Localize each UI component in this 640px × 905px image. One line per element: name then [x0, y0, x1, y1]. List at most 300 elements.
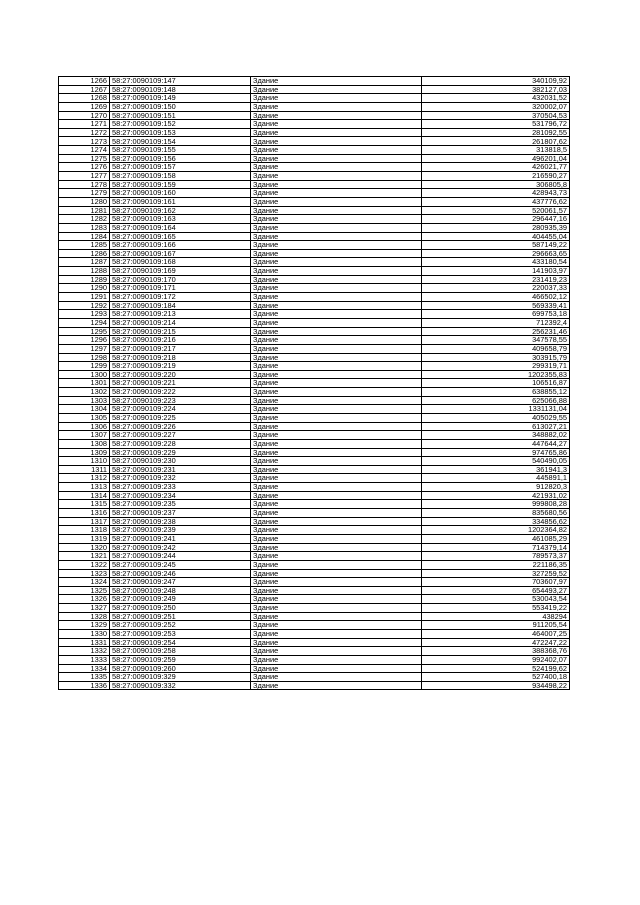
cadastral-value-cell: 320002,07 — [422, 102, 570, 111]
row-number-cell: 1315 — [59, 500, 110, 509]
cadastral-value-cell: 303915,79 — [422, 353, 570, 362]
cadastral-value-cell: 334856,62 — [422, 517, 570, 526]
table-row — [59, 206, 570, 215]
object-type-cell: Здание — [251, 638, 422, 647]
cadastral-number-cell: 58:27:0090109:234 — [110, 491, 251, 500]
cadastral-number-cell: 58:27:0090109:248 — [110, 586, 251, 595]
table-row — [59, 310, 570, 319]
table-row — [59, 180, 570, 189]
object-type-cell: Здание — [251, 189, 422, 198]
row-number-cell: 1282 — [59, 215, 110, 224]
cadastral-number-cell: 58:27:0090109:252 — [110, 621, 251, 630]
table-row — [59, 344, 570, 353]
row-number-cell: 1308 — [59, 439, 110, 448]
cadastral-number-cell: 58:27:0090109:147 — [110, 77, 251, 86]
cadastral-value-cell: 527400,18 — [422, 673, 570, 682]
table-row — [59, 630, 570, 639]
data-table — [58, 76, 570, 690]
row-number-cell: 1276 — [59, 163, 110, 172]
cadastral-value-cell: 280935,39 — [422, 223, 570, 232]
row-number-cell: 1284 — [59, 232, 110, 241]
table-row — [59, 293, 570, 302]
table-row — [59, 595, 570, 604]
table-row — [59, 111, 570, 120]
object-type-cell: Здание — [251, 275, 422, 284]
object-type-cell: Здание — [251, 586, 422, 595]
object-type-cell: Здание — [251, 310, 422, 319]
table-row — [59, 664, 570, 673]
row-number-cell: 1310 — [59, 457, 110, 466]
cadastral-value-cell: 299319,71 — [422, 362, 570, 371]
cadastral-value-cell: 141903,97 — [422, 267, 570, 276]
table-row — [59, 275, 570, 284]
cadastral-value-cell: 426021,77 — [422, 163, 570, 172]
cadastral-value-cell: 221186,35 — [422, 560, 570, 569]
table-row — [59, 647, 570, 656]
object-type-cell: Здание — [251, 154, 422, 163]
row-number-cell: 1304 — [59, 405, 110, 414]
row-number-cell: 1325 — [59, 586, 110, 595]
object-type-cell: Здание — [251, 258, 422, 267]
object-type-cell: Здание — [251, 396, 422, 405]
cadastral-value-cell: 348882,02 — [422, 431, 570, 440]
row-number-cell: 1290 — [59, 284, 110, 293]
object-type-cell: Здание — [251, 102, 422, 111]
cadastral-value-cell: 216590,27 — [422, 172, 570, 181]
table-row — [59, 267, 570, 276]
row-number-cell: 1311 — [59, 465, 110, 474]
cadastral-number-cell: 58:27:0090109:233 — [110, 483, 251, 492]
cadastral-number-cell: 58:27:0090109:249 — [110, 595, 251, 604]
cadastral-number-cell: 58:27:0090109:237 — [110, 509, 251, 518]
cadastral-number-cell: 58:27:0090109:215 — [110, 327, 251, 336]
cadastral-value-cell: 106516,87 — [422, 379, 570, 388]
cadastral-value-cell: 520061,57 — [422, 206, 570, 215]
cadastral-number-cell: 58:27:0090109:239 — [110, 526, 251, 535]
cadastral-number-cell: 58:27:0090109:229 — [110, 448, 251, 457]
row-number-cell: 1278 — [59, 180, 110, 189]
cadastral-value-cell: 327259,52 — [422, 569, 570, 578]
cadastral-number-cell: 58:27:0090109:219 — [110, 362, 251, 371]
cadastral-number-cell: 58:27:0090109:168 — [110, 258, 251, 267]
row-number-cell: 1279 — [59, 189, 110, 198]
object-type-cell: Здание — [251, 267, 422, 276]
cadastral-value-cell: 409658,79 — [422, 344, 570, 353]
cadastral-number-cell: 58:27:0090109:184 — [110, 301, 251, 310]
cadastral-value-cell: 587149,22 — [422, 241, 570, 250]
row-number-cell: 1319 — [59, 534, 110, 543]
row-number-cell: 1321 — [59, 552, 110, 561]
table-row — [59, 431, 570, 440]
cadastral-value-cell: 428943,73 — [422, 189, 570, 198]
row-number-cell: 1285 — [59, 241, 110, 250]
cadastral-number-cell: 58:27:0090109:259 — [110, 655, 251, 664]
cadastral-number-cell: 58:27:0090109:164 — [110, 223, 251, 232]
cadastral-value-cell: 261807,62 — [422, 137, 570, 146]
object-type-cell: Здание — [251, 526, 422, 535]
object-type-cell: Здание — [251, 388, 422, 397]
cadastral-number-cell: 58:27:0090109:247 — [110, 578, 251, 587]
cadastral-number-cell: 58:27:0090109:230 — [110, 457, 251, 466]
row-number-cell: 1313 — [59, 483, 110, 492]
table-row — [59, 353, 570, 362]
cadastral-number-cell: 58:27:0090109:153 — [110, 128, 251, 137]
row-number-cell: 1296 — [59, 336, 110, 345]
cadastral-value-cell: 625066,88 — [422, 396, 570, 405]
object-type-cell: Здание — [251, 405, 422, 414]
cadastral-number-cell: 58:27:0090109:227 — [110, 431, 251, 440]
cadastral-value-cell: 934498,22 — [422, 681, 570, 690]
table-row — [59, 318, 570, 327]
row-number-cell: 1300 — [59, 370, 110, 379]
cadastral-value-cell: 347578,55 — [422, 336, 570, 345]
cadastral-value-cell: 306805,8 — [422, 180, 570, 189]
cadastral-value-cell: 530043,54 — [422, 595, 570, 604]
table-row — [59, 474, 570, 483]
table-row — [59, 120, 570, 129]
row-number-cell: 1277 — [59, 172, 110, 181]
object-type-cell: Здание — [251, 655, 422, 664]
cadastral-value-cell: 524199,62 — [422, 664, 570, 673]
table-row — [59, 249, 570, 258]
row-number-cell: 1302 — [59, 388, 110, 397]
object-type-cell: Здание — [251, 681, 422, 690]
table-row — [59, 197, 570, 206]
object-type-cell: Здание — [251, 197, 422, 206]
cadastral-value-cell: 911205,54 — [422, 621, 570, 630]
object-type-cell: Здание — [251, 232, 422, 241]
row-number-cell: 1331 — [59, 638, 110, 647]
row-number-cell: 1320 — [59, 543, 110, 552]
row-number-cell: 1274 — [59, 146, 110, 155]
cadastral-value-cell: 361941,3 — [422, 465, 570, 474]
object-type-cell: Здание — [251, 163, 422, 172]
cadastral-number-cell: 58:27:0090109:223 — [110, 396, 251, 405]
table-row — [59, 172, 570, 181]
object-type-cell: Здание — [251, 94, 422, 103]
object-type-cell: Здание — [251, 552, 422, 561]
cadastral-value-cell: 405029,55 — [422, 413, 570, 422]
table-row — [59, 215, 570, 224]
cadastral-value-cell: 1331131,04 — [422, 405, 570, 414]
object-type-cell: Здание — [251, 77, 422, 86]
table-row — [59, 439, 570, 448]
object-type-cell: Здание — [251, 223, 422, 232]
cadastral-value-cell: 540490,05 — [422, 457, 570, 466]
row-number-cell: 1332 — [59, 647, 110, 656]
table-row — [59, 137, 570, 146]
row-number-cell: 1293 — [59, 310, 110, 319]
row-number-cell: 1317 — [59, 517, 110, 526]
object-type-cell: Здание — [251, 180, 422, 189]
row-number-cell: 1328 — [59, 612, 110, 621]
object-type-cell: Здание — [251, 543, 422, 552]
table-row — [59, 301, 570, 310]
cadastral-number-cell: 58:27:0090109:161 — [110, 197, 251, 206]
object-type-cell: Здание — [251, 301, 422, 310]
cadastral-value-cell: 974765,86 — [422, 448, 570, 457]
table-row — [59, 362, 570, 371]
cadastral-number-cell: 58:27:0090109:222 — [110, 388, 251, 397]
table-row — [59, 85, 570, 94]
row-number-cell: 1305 — [59, 413, 110, 422]
table-row — [59, 543, 570, 552]
row-number-cell: 1267 — [59, 85, 110, 94]
row-number-cell: 1329 — [59, 621, 110, 630]
table-row — [59, 327, 570, 336]
table-row — [59, 94, 570, 103]
cadastral-number-cell: 58:27:0090109:242 — [110, 543, 251, 552]
cadastral-number-cell: 58:27:0090109:213 — [110, 310, 251, 319]
row-number-cell: 1322 — [59, 560, 110, 569]
cadastral-number-cell: 58:27:0090109:148 — [110, 85, 251, 94]
row-number-cell: 1335 — [59, 673, 110, 682]
row-number-cell: 1312 — [59, 474, 110, 483]
cadastral-number-cell: 58:27:0090109:151 — [110, 111, 251, 120]
table-row — [59, 128, 570, 137]
row-number-cell: 1288 — [59, 267, 110, 276]
cadastral-number-cell: 58:27:0090109:154 — [110, 137, 251, 146]
object-type-cell: Здание — [251, 336, 422, 345]
row-number-cell: 1287 — [59, 258, 110, 267]
cadastral-value-cell: 281092,55 — [422, 128, 570, 137]
cadastral-value-cell: 437776,62 — [422, 197, 570, 206]
row-number-cell: 1268 — [59, 94, 110, 103]
table-row — [59, 673, 570, 682]
cadastral-number-cell: 58:27:0090109:228 — [110, 439, 251, 448]
cadastral-value-cell: 912820,3 — [422, 483, 570, 492]
table-row — [59, 612, 570, 621]
table-row — [59, 379, 570, 388]
object-type-cell: Здание — [251, 111, 422, 120]
cadastral-value-cell: 447644,27 — [422, 439, 570, 448]
cadastral-number-cell: 58:27:0090109:232 — [110, 474, 251, 483]
table-row — [59, 604, 570, 613]
table-row — [59, 370, 570, 379]
table-row — [59, 422, 570, 431]
object-type-cell: Здание — [251, 431, 422, 440]
cadastral-value-cell: 699753,18 — [422, 310, 570, 319]
row-number-cell: 1333 — [59, 655, 110, 664]
row-number-cell: 1318 — [59, 526, 110, 535]
cadastral-value-cell: 296447,16 — [422, 215, 570, 224]
row-number-cell: 1298 — [59, 353, 110, 362]
cadastral-number-cell: 58:27:0090109:166 — [110, 241, 251, 250]
cadastral-number-cell: 58:27:0090109:253 — [110, 630, 251, 639]
cadastral-value-cell: 340109,92 — [422, 77, 570, 86]
table-row — [59, 491, 570, 500]
cadastral-number-cell: 58:27:0090109:238 — [110, 517, 251, 526]
object-type-cell: Здание — [251, 137, 422, 146]
cadastral-value-cell: 445891,1 — [422, 474, 570, 483]
table-row — [59, 241, 570, 250]
table-row — [59, 681, 570, 690]
row-number-cell: 1295 — [59, 327, 110, 336]
cadastral-value-cell: 421931,02 — [422, 491, 570, 500]
row-number-cell: 1270 — [59, 111, 110, 120]
row-number-cell: 1283 — [59, 223, 110, 232]
object-type-cell: Здание — [251, 120, 422, 129]
cadastral-number-cell: 58:27:0090109:149 — [110, 94, 251, 103]
cadastral-number-cell: 58:27:0090109:221 — [110, 379, 251, 388]
object-type-cell: Здание — [251, 578, 422, 587]
cadastral-value-cell: 1202364,82 — [422, 526, 570, 535]
cadastral-value-cell: 433180,54 — [422, 258, 570, 267]
object-type-cell: Здание — [251, 370, 422, 379]
cadastral-value-cell: 1202355,83 — [422, 370, 570, 379]
cadastral-number-cell: 58:27:0090109:217 — [110, 344, 251, 353]
cadastral-value-cell: 432031,52 — [422, 94, 570, 103]
table-row — [59, 77, 570, 86]
cadastral-number-cell: 58:27:0090109:231 — [110, 465, 251, 474]
cadastral-value-cell: 313818,5 — [422, 146, 570, 155]
cadastral-number-cell: 58:27:0090109:158 — [110, 172, 251, 181]
table-row — [59, 517, 570, 526]
table-row — [59, 638, 570, 647]
cadastral-number-cell: 58:27:0090109:241 — [110, 534, 251, 543]
row-number-cell: 1299 — [59, 362, 110, 371]
cadastral-number-cell: 58:27:0090109:218 — [110, 353, 251, 362]
cadastral-number-cell: 58:27:0090109:332 — [110, 681, 251, 690]
object-type-cell: Здание — [251, 474, 422, 483]
object-type-cell: Здание — [251, 604, 422, 613]
cadastral-value-cell: 638855,12 — [422, 388, 570, 397]
row-number-cell: 1292 — [59, 301, 110, 310]
row-number-cell: 1280 — [59, 197, 110, 206]
cadastral-value-cell: 461085,29 — [422, 534, 570, 543]
cadastral-value-cell: 569339,41 — [422, 301, 570, 310]
object-type-cell: Здание — [251, 215, 422, 224]
table-row — [59, 223, 570, 232]
object-type-cell: Здание — [251, 534, 422, 543]
table-body — [59, 77, 570, 690]
cadastral-value-cell: 712392,4 — [422, 318, 570, 327]
object-type-cell: Здание — [251, 595, 422, 604]
object-type-cell: Здание — [251, 448, 422, 457]
row-number-cell: 1314 — [59, 491, 110, 500]
object-type-cell: Здание — [251, 439, 422, 448]
object-type-cell: Здание — [251, 206, 422, 215]
table-row — [59, 586, 570, 595]
cadastral-number-cell: 58:27:0090109:170 — [110, 275, 251, 284]
row-number-cell: 1297 — [59, 344, 110, 353]
table-row — [59, 552, 570, 561]
table-row — [59, 500, 570, 509]
cadastral-value-cell: 464007,25 — [422, 630, 570, 639]
cadastral-number-cell: 58:27:0090109:220 — [110, 370, 251, 379]
cadastral-value-cell: 438294 — [422, 612, 570, 621]
object-type-cell: Здание — [251, 509, 422, 518]
cadastral-value-cell: 472247,22 — [422, 638, 570, 647]
object-type-cell: Здание — [251, 172, 422, 181]
table-row — [59, 232, 570, 241]
object-type-cell: Здание — [251, 146, 422, 155]
table-row — [59, 560, 570, 569]
row-number-cell: 1326 — [59, 595, 110, 604]
cadastral-value-cell: 714379,14 — [422, 543, 570, 552]
object-type-cell: Здание — [251, 413, 422, 422]
table-row — [59, 655, 570, 664]
cadastral-number-cell: 58:27:0090109:172 — [110, 293, 251, 302]
row-number-cell: 1324 — [59, 578, 110, 587]
object-type-cell: Здание — [251, 491, 422, 500]
table-row — [59, 448, 570, 457]
cadastral-value-cell: 789573,37 — [422, 552, 570, 561]
cadastral-number-cell: 58:27:0090109:157 — [110, 163, 251, 172]
object-type-cell: Здание — [251, 647, 422, 656]
row-number-cell: 1303 — [59, 396, 110, 405]
row-number-cell: 1272 — [59, 128, 110, 137]
object-type-cell: Здание — [251, 457, 422, 466]
row-number-cell: 1301 — [59, 379, 110, 388]
cadastral-number-cell: 58:27:0090109:226 — [110, 422, 251, 431]
object-type-cell: Здание — [251, 560, 422, 569]
row-number-cell: 1273 — [59, 137, 110, 146]
object-type-cell: Здание — [251, 344, 422, 353]
object-type-cell: Здание — [251, 284, 422, 293]
cadastral-value-cell: 370504,53 — [422, 111, 570, 120]
row-number-cell: 1316 — [59, 509, 110, 518]
cadastral-number-cell: 58:27:0090109:216 — [110, 336, 251, 345]
cadastral-value-cell: 553419,22 — [422, 604, 570, 613]
row-number-cell: 1323 — [59, 569, 110, 578]
cadastral-number-cell: 58:27:0090109:155 — [110, 146, 251, 155]
cadastral-value-cell: 382127,03 — [422, 85, 570, 94]
cadastral-number-cell: 58:27:0090109:214 — [110, 318, 251, 327]
table-row — [59, 578, 570, 587]
cadastral-value-cell: 404455,04 — [422, 232, 570, 241]
object-type-cell: Здание — [251, 128, 422, 137]
object-type-cell: Здание — [251, 664, 422, 673]
table-row — [59, 154, 570, 163]
object-type-cell: Здание — [251, 249, 422, 258]
object-type-cell: Здание — [251, 500, 422, 509]
cadastral-number-cell: 58:27:0090109:254 — [110, 638, 251, 647]
object-type-cell: Здание — [251, 85, 422, 94]
table-row — [59, 509, 570, 518]
cadastral-number-cell: 58:27:0090109:260 — [110, 664, 251, 673]
table-row — [59, 621, 570, 630]
cadastral-number-cell: 58:27:0090109:171 — [110, 284, 251, 293]
cadastral-value-cell: 231419,23 — [422, 275, 570, 284]
object-type-cell: Здание — [251, 353, 422, 362]
table-row — [59, 483, 570, 492]
row-number-cell: 1281 — [59, 206, 110, 215]
object-type-cell: Здание — [251, 630, 422, 639]
row-number-cell: 1307 — [59, 431, 110, 440]
object-type-cell: Здание — [251, 362, 422, 371]
cadastral-number-cell: 58:27:0090109:235 — [110, 500, 251, 509]
row-number-cell: 1291 — [59, 293, 110, 302]
cadastral-number-cell: 58:27:0090109:244 — [110, 552, 251, 561]
row-number-cell: 1266 — [59, 77, 110, 86]
table-row — [59, 102, 570, 111]
cadastral-number-cell: 58:27:0090109:162 — [110, 206, 251, 215]
table-row — [59, 465, 570, 474]
object-type-cell: Здание — [251, 293, 422, 302]
cadastral-number-cell: 58:27:0090109:251 — [110, 612, 251, 621]
cadastral-value-cell: 654493,27 — [422, 586, 570, 595]
row-number-cell: 1306 — [59, 422, 110, 431]
object-type-cell: Здание — [251, 569, 422, 578]
cadastral-number-cell: 58:27:0090109:224 — [110, 405, 251, 414]
cadastral-number-cell: 58:27:0090109:329 — [110, 673, 251, 682]
object-type-cell: Здание — [251, 465, 422, 474]
object-type-cell: Здание — [251, 379, 422, 388]
object-type-cell: Здание — [251, 327, 422, 336]
cadastral-number-cell: 58:27:0090109:165 — [110, 232, 251, 241]
row-number-cell: 1269 — [59, 102, 110, 111]
